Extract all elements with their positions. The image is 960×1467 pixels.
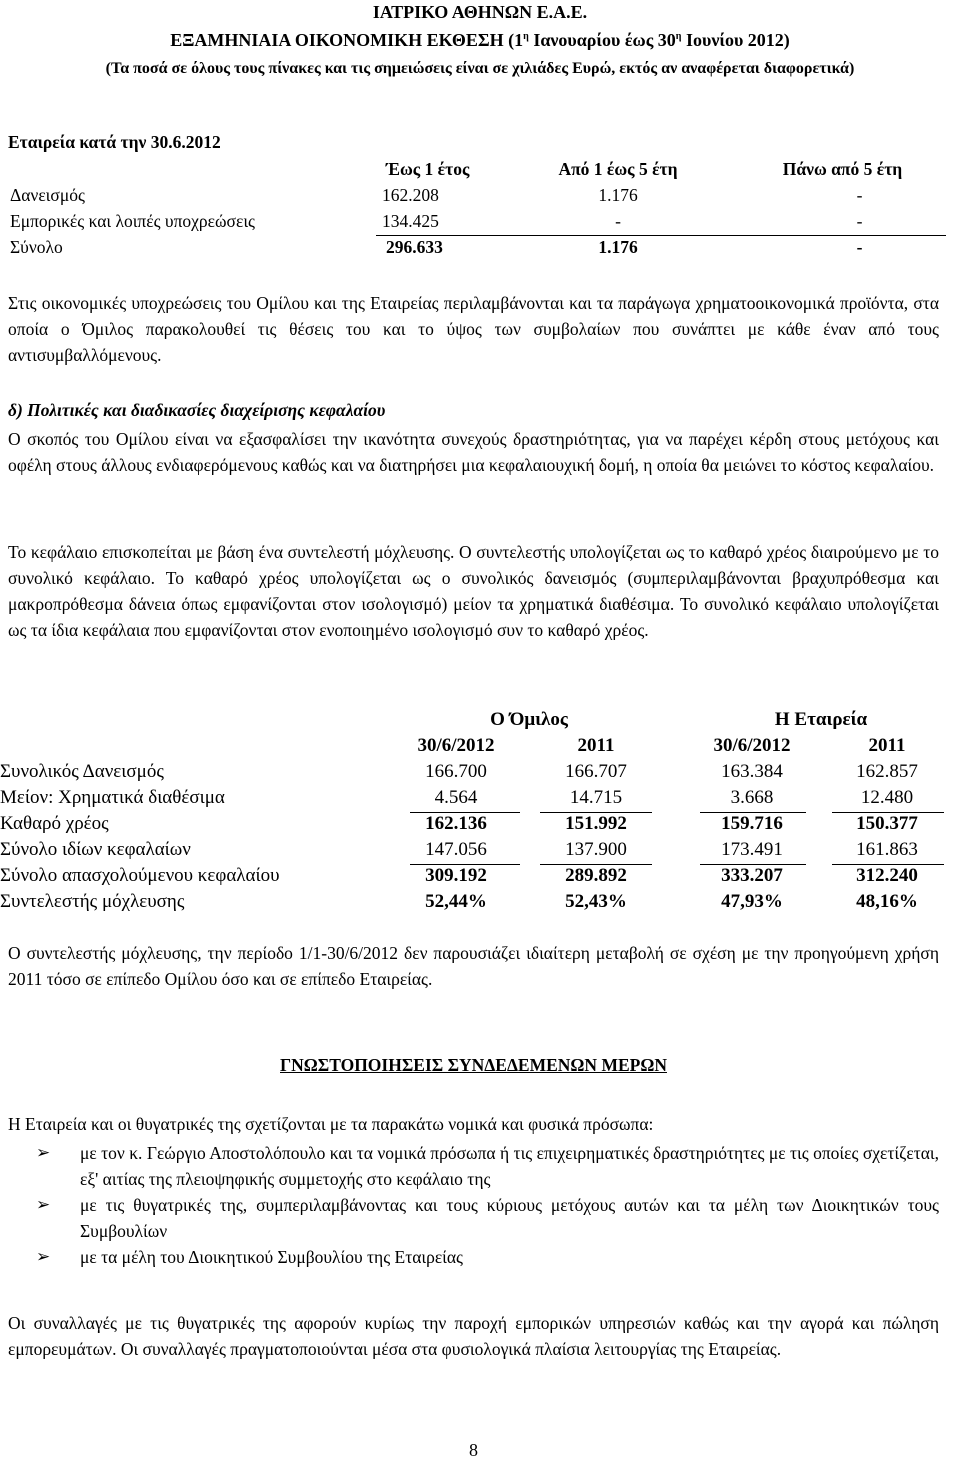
group-header: Ο Όμιλος <box>490 709 568 730</box>
maturity-header-row <box>0 157 960 183</box>
cell: 12.480 <box>860 787 914 808</box>
cell: 3.668 <box>730 787 774 808</box>
list-item: ➢ με τις θυγατρικές της, συμπεριλαμβάνοντας και τους κύριους μετόχους αυτών και τα μέλη των Διοικητικών τους Συμβουλίων <box>8 1192 939 1244</box>
table-row <box>0 786 960 812</box>
cell: 52,43% <box>565 891 627 912</box>
cell: 4.564 <box>434 787 478 808</box>
cell: 1.176 <box>598 237 638 257</box>
maturity-table <box>0 157 960 261</box>
cell: 134.425 <box>382 211 439 231</box>
row-label: Συντελεστής μόχλευσης <box>0 891 185 912</box>
table-row <box>0 890 960 916</box>
table-row <box>0 812 960 838</box>
cell: 151.992 <box>565 813 627 834</box>
cell: 161.863 <box>856 839 918 860</box>
cell: 159.716 <box>721 813 783 834</box>
cell: 162.136 <box>425 813 487 834</box>
related-parties-title: ΓΝΩΣΤΟΠΟΙΗΣΕΙΣ ΣΥΝΔΕΔΕΜΕΝΩΝ ΜΕΡΩΝ <box>280 1055 667 1075</box>
cell: 289.892 <box>565 865 627 886</box>
company-name: ΙΑΤΡΙΚΟ ΑΘΗΝΩΝ Ε.Α.Ε. <box>372 2 588 22</box>
capital-aim-paragraph: Ο σκοπός του Ομίλου είναι να εξασφαλίσει την ικανότητα συνεχούς δραστηριότητας, για να παρέχει κέρδη στους μετόχους και οφέλη στους άλλους ενδιαφερόμενους καθώς και να διατηρήσει μια κεφαλαιουχική δομή, η οποία θα μειώνει το κόστος κεφαλαίου. <box>8 429 939 475</box>
row-label: Σύνολο απασχολούμενου κεφαλαίου <box>0 865 280 886</box>
cell: 166.707 <box>565 761 627 782</box>
cell: 1.176 <box>598 185 638 205</box>
leverage-table <box>0 708 960 916</box>
cell: 333.207 <box>721 865 783 886</box>
cell: 166.700 <box>425 761 487 782</box>
table-row <box>0 209 960 235</box>
col-header: Έως 1 έτος <box>386 159 470 179</box>
cell: 296.633 <box>386 237 443 257</box>
cell: 162.208 <box>382 185 439 205</box>
cell: 162.857 <box>856 761 918 782</box>
group-header-row <box>0 708 960 734</box>
amounts-note: (Τα ποσά σε όλους τους πίνακες και τις σημειώσεις είναι σε χιλιάδες Ευρώ, εκτός αν αναφέρεται διαφορετικά) <box>105 60 855 77</box>
column-header-row <box>0 734 960 760</box>
cell: - <box>856 237 863 257</box>
col-header: 30/6/2012 <box>713 735 791 756</box>
table-row <box>0 183 960 209</box>
capital-heading: δ) Πολιτικές και διαδικασίες διαχείρισης κεφαλαίου <box>8 400 386 420</box>
col-header: 2011 <box>868 735 906 756</box>
report-title: ΕΞΑΜΗΝΙΑΙΑ ΟΙΚΟΝΟΜΙΚΗ ΕΚΘΕΣΗ ($1^\eta$ Ιανουαρίου έως $30^\eta$ Ιουνίου 2012) <box>170 30 790 50</box>
arrow-bullet-icon: ➢ <box>36 1143 51 1163</box>
derivatives-paragraph: Στις οικονομικές υποχρεώσεις του Ομίλου και της Εταιρείας περιλαμβάνονται και τα παράγωγα χρηματοοικονομικά προϊόντα, στα οποία ο Όμιλος παρακολουθεί τις θέσεις του και το ύψος των συμβολαίων που συνάπτει με κάθε έναν από τους αντισυμβαλλόμενους. <box>8 293 939 365</box>
cell: 48,16% <box>856 891 918 912</box>
cell: 150.377 <box>856 813 918 834</box>
total-row <box>0 235 960 261</box>
cell: 47,93% <box>721 891 783 912</box>
maturity-title: Εταιρεία κατά την 30.6.2012 <box>8 132 221 152</box>
arrow-bullet-icon: ➢ <box>36 1195 51 1215</box>
cell: 312.240 <box>856 865 918 886</box>
row-label: Μείον: Χρηματικά διαθέσιμα <box>0 787 225 808</box>
cell: 137.900 <box>565 839 627 860</box>
transactions-paragraph: Οι συναλλαγές με τις θυγατρικές της αφορούν κυρίως την παροχή εμπορικών υπηρεσιών καθώς και την αγορά και πώληση εμπορευμάτων. Οι συναλλαγές πραγματοποιούνται μέσα στα φυσιολογικά πλαίσια λειτουργίας της Εταιρείας. <box>8 1313 939 1359</box>
table-row <box>0 838 960 864</box>
group-header: Η Εταιρεία <box>774 709 868 730</box>
cell: 52,44% <box>425 891 487 912</box>
col-header: 30/6/2012 <box>417 735 495 756</box>
cell: - <box>856 211 863 231</box>
list-item: ➢ με τα μέλη του Διοικητικού Συμβουλίου της Εταιρείας <box>8 1244 939 1270</box>
related-list <box>8 1140 939 1270</box>
capital-gearing-paragraph: Το κεφάλαιο επισκοπείται με βάση ένα συντελεστή μόχλευσης. Ο συντελεστής υπολογίζεται ως το καθαρό χρέος διαιρούμενο με το συνολικό κεφάλαιο. Το καθαρό χρέος υπολογίζεται ως ο συνολικός δανεισμός (συμπεριλαμβάνονται βραχυπρόθεσμα και μακροπρόθεσμα δάνεια όπως εμφανίζονται στον ισολογισμό) μείον τα χρηματικά διαθέσιμα. Το συνολικό κεφάλαιο υπολογίζεται ως τα ίδια κεφάλαια που εμφανίζονται στον ενοποιημένο ισολογισμό συν το καθαρό χρέος. <box>8 542 939 640</box>
col-header: 2011 <box>577 735 615 756</box>
page-number: 8 <box>469 1440 478 1460</box>
arrow-bullet-icon: ➢ <box>36 1247 51 1267</box>
cell: - <box>615 211 621 231</box>
related-intro: Η Εταιρεία και οι θυγατρικές της σχετίζονται με τα παρακάτω νομικά και φυσικά πρόσωπα: <box>8 1114 654 1134</box>
row-label: Εμπορικές και λοιπές υποχρεώσεις <box>10 211 255 231</box>
cell: - <box>856 185 863 205</box>
row-label: Συνολικός Δανεισμός <box>0 761 164 782</box>
cell: 14.715 <box>569 787 623 808</box>
list-item: ➢ με τον κ. Γεώργιο Αποστολόπουλο και τα νομικά πρόσωπα ή τις επιχειρηματικές δραστηριότητες με τις οποίες σχετίζεται, εξ' αιτίας της πλειοψηφικής συμμετοχής στο κεφάλαιο της <box>8 1140 939 1192</box>
row-label: Καθαρό χρέος <box>0 813 109 834</box>
col-header: Πάνω από 5 έτη <box>782 159 903 179</box>
row-label: Σύνολο ιδίων κεφαλαίων <box>0 839 191 860</box>
cell: 163.384 <box>721 761 783 782</box>
table-row <box>0 864 960 890</box>
row-label: Σύνολο <box>10 237 63 257</box>
gearing-comment-paragraph: Ο συντελεστής μόχλευσης, την περίοδο 1/1-30/6/2012 δεν παρουσιάζει ιδιαίτερη μεταβολή σε σχέση με την προηγούμενη χρήση 2011 τόσο σε επίπεδο Ομίλου όσο και σε επίπεδο Εταιρείας. <box>8 943 939 989</box>
table-row <box>0 760 960 786</box>
cell: 309.192 <box>425 865 487 886</box>
row-label: Δανεισμός <box>10 185 85 205</box>
col-header: Από 1 έως 5 έτη <box>558 159 678 179</box>
cell: 147.056 <box>425 839 487 860</box>
cell: 173.491 <box>721 839 783 860</box>
